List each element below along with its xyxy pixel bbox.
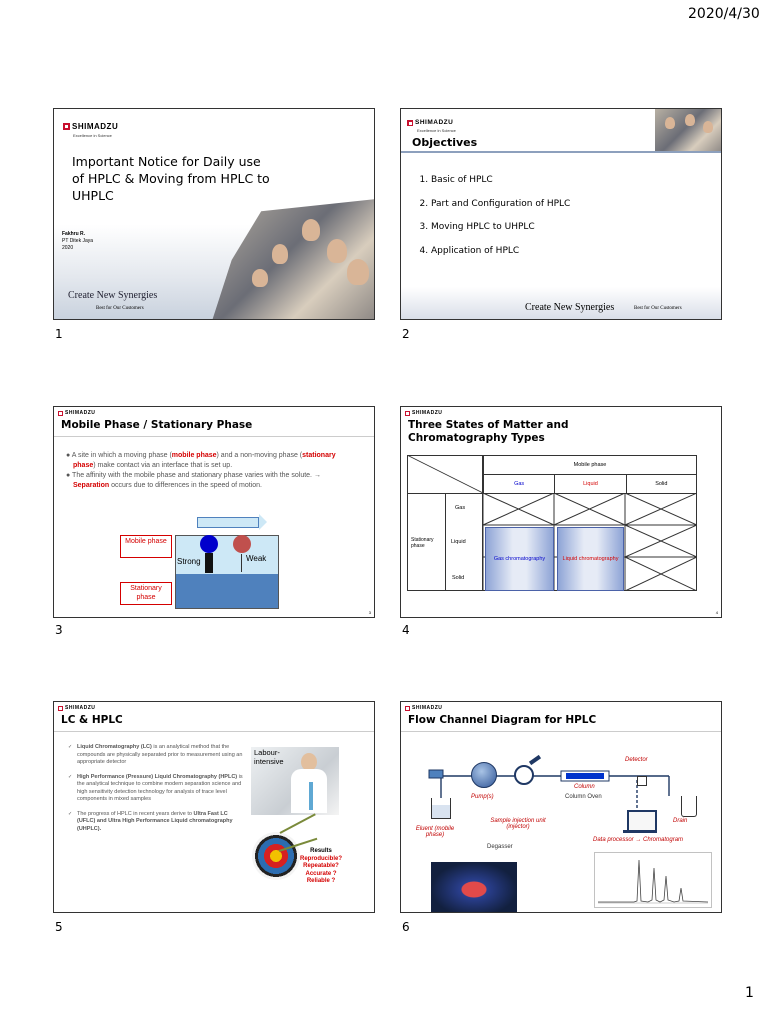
person-figure bbox=[302, 219, 320, 241]
degasser-label: Degasser bbox=[487, 844, 513, 850]
row-header-liquid: Liquid bbox=[451, 539, 466, 545]
anchor-spring bbox=[205, 553, 213, 573]
bullet-item: ✓ Liquid Chromatography (LC) is an analytical method that the compounds are physically separated prior to measurement using an appropriate detector bbox=[68, 744, 243, 767]
test-tube-icon bbox=[309, 782, 313, 810]
logo-tagline: Excellence in Science bbox=[417, 128, 456, 133]
col-header-liquid: Liquid bbox=[555, 475, 626, 494]
shimadzu-logo: SHIMADZU bbox=[407, 119, 453, 126]
col-header-gas: Gas bbox=[484, 475, 555, 494]
detector-output-box bbox=[637, 776, 647, 786]
detector-label: Detector bbox=[625, 757, 648, 763]
slide-number: 2 bbox=[402, 327, 410, 341]
weak-label: Weak bbox=[246, 554, 267, 563]
chromatogram-plot bbox=[594, 852, 712, 908]
slide-title: LC & HPLC bbox=[61, 714, 123, 726]
list-item: 2. Part and Configuration of HPLC bbox=[431, 193, 570, 217]
author-year: 2020 bbox=[62, 245, 74, 251]
slide-title: Mobile Phase / Stationary Phase bbox=[61, 419, 253, 431]
slogan: Create New Synergies bbox=[525, 302, 615, 313]
eluent-label: Eluent (mobile phase) bbox=[415, 826, 455, 838]
stationary-phase-region bbox=[176, 574, 278, 608]
data-processor-label: Data processor → Chromatogram bbox=[593, 837, 684, 843]
mobile-phase-label: Mobile phase bbox=[120, 535, 172, 558]
row-header-gas: Gas bbox=[455, 505, 466, 511]
list-item: 4. Application of HPLC bbox=[431, 240, 570, 264]
slide-title: Flow Channel Diagram for HPLC bbox=[408, 714, 597, 726]
shimadzu-logo: SHIMADZU bbox=[58, 705, 95, 711]
slide-number: 5 bbox=[55, 920, 63, 934]
person-figure bbox=[703, 121, 713, 133]
liquid-chromatography-cell: Liquid chromatography bbox=[557, 527, 624, 591]
slide-number: 3 bbox=[55, 623, 63, 637]
slogan-sub: Best for Our Customers bbox=[634, 306, 682, 311]
bullet-item: ● The affinity with the mobile phase and stationary phase varies with the solute. → Separation occurs due to differences in the speed of motion. bbox=[66, 472, 321, 489]
strong-solute-ball bbox=[200, 535, 218, 553]
gas-chromatography-cell: Gas chromatography bbox=[485, 527, 554, 591]
computer-monitor-icon bbox=[627, 810, 657, 832]
slide-title: Important Notice for Daily use of HPLC & Moving from HPLC to UHPLC bbox=[72, 154, 270, 203]
shimadzu-logo-icon bbox=[58, 706, 63, 711]
slide-2-thumbnail[interactable] bbox=[400, 108, 722, 320]
person-figure bbox=[327, 239, 347, 263]
slide-title: Objectives bbox=[412, 136, 478, 149]
bullet-list bbox=[68, 744, 243, 840]
page-number: 1 bbox=[745, 985, 754, 1001]
col-header-solid: Solid bbox=[626, 475, 696, 494]
person-figure bbox=[272, 244, 288, 264]
slide-6-thumbnail[interactable] bbox=[400, 701, 722, 913]
stationary-phase-label: Stationary phase bbox=[120, 582, 172, 605]
sample-injection-label: Sample injection unit (injector) bbox=[490, 818, 546, 830]
title-divider bbox=[54, 731, 374, 732]
slide-4-thumbnail[interactable] bbox=[400, 406, 722, 618]
weak-solute-ball bbox=[233, 535, 251, 553]
pumps-label: Pump(s) bbox=[471, 794, 494, 800]
states-table bbox=[483, 455, 697, 494]
shimadzu-logo-icon bbox=[405, 411, 410, 416]
author-name: Fakhru R. bbox=[62, 231, 86, 237]
slide-number: 4 bbox=[402, 623, 410, 637]
weak-bond-line bbox=[241, 554, 242, 572]
human-heart-illustration bbox=[431, 862, 517, 912]
row-header-solid: Solid bbox=[452, 575, 465, 581]
phase-diagram bbox=[175, 535, 279, 609]
bullet-item: ✓ High Performance (Pressure) Liquid Chromatography (HPLC) is the analytical technique to combine modern separation science and high sensitivity detection technology for analysis of trace level components in mixed samples bbox=[68, 774, 243, 804]
person-figure bbox=[252, 269, 268, 287]
shimadzu-logo: SHIMADZU bbox=[405, 705, 442, 711]
author-company: PT Ditek Jaya bbox=[62, 238, 94, 244]
slide-number: 1 bbox=[55, 327, 63, 341]
target-icon bbox=[252, 832, 300, 880]
slide-5-thumbnail[interactable] bbox=[53, 701, 375, 913]
shimadzu-logo: SHIMADZU bbox=[63, 122, 118, 131]
shimadzu-logo-icon bbox=[63, 123, 70, 130]
bullet-item: ● A site in which a moving phase (mobile phase) and a non-moving phase (stationary phase) make contact via an interface that is set up. bbox=[66, 452, 336, 469]
person-figure bbox=[685, 114, 695, 126]
computer-base-icon bbox=[623, 830, 657, 833]
slogan: Create New Synergies bbox=[68, 290, 158, 301]
results-questions: Results Reproducible? Repeatable? Accurate ? Reliable ? bbox=[300, 848, 343, 884]
bullet-list bbox=[66, 451, 356, 491]
eluent-bottle-icon bbox=[431, 798, 451, 819]
injector-icon bbox=[514, 765, 534, 785]
celebrating-team-photo bbox=[655, 109, 722, 151]
pump-icon bbox=[471, 762, 497, 788]
slide-3-thumbnail[interactable] bbox=[53, 406, 375, 618]
author-block bbox=[62, 231, 93, 252]
shimadzu-logo-icon bbox=[58, 411, 63, 416]
header-divider bbox=[401, 151, 721, 153]
column-label: Column bbox=[574, 784, 595, 790]
shimadzu-logo: SHIMADZU bbox=[405, 410, 442, 416]
stationary-phase-label: Stationary phase bbox=[411, 537, 434, 549]
labour-intensive-label: Labour-intensive bbox=[254, 748, 284, 766]
drain-label: Drain bbox=[673, 818, 688, 824]
slide-1-thumbnail[interactable] bbox=[53, 108, 375, 320]
list-item: 1. Basic of HPLC bbox=[431, 169, 570, 193]
drain-bottle-icon bbox=[681, 796, 697, 817]
shimadzu-logo-icon bbox=[405, 706, 410, 711]
logo-tagline: Excellence in Science bbox=[73, 133, 112, 138]
slide-number: 6 bbox=[402, 920, 410, 934]
flow-direction-arrow bbox=[197, 517, 259, 528]
shimadzu-logo-icon bbox=[407, 120, 413, 126]
shimadzu-logo: SHIMADZU bbox=[58, 410, 95, 416]
print-date: 2020/4/30 bbox=[688, 6, 760, 22]
list-item: 3. Moving HPLC to UHPLC bbox=[431, 216, 570, 240]
slide-footer-number: 4 bbox=[715, 610, 718, 615]
strong-label: Strong bbox=[177, 557, 201, 566]
slogan-sub: Best for Our Customers bbox=[96, 306, 144, 311]
bullet-item: ✓ The progress of HPLC in recent years derive to Ultra Fast LC (UFLC) and Ultra High Performance Liquid chromatography (UHPLC). bbox=[68, 811, 243, 834]
mobile-phase-header: Mobile phase bbox=[484, 456, 697, 475]
arrow-icon bbox=[280, 813, 316, 834]
slide-title: Three States of Matter and Chromatography Types bbox=[408, 419, 569, 444]
person-figure bbox=[347, 259, 369, 285]
title-divider bbox=[54, 436, 374, 437]
person-figure bbox=[665, 117, 675, 129]
column-oven-label: Column Oven bbox=[565, 794, 602, 800]
objectives-list bbox=[415, 169, 570, 263]
slide-footer-number: 3 bbox=[368, 610, 371, 615]
